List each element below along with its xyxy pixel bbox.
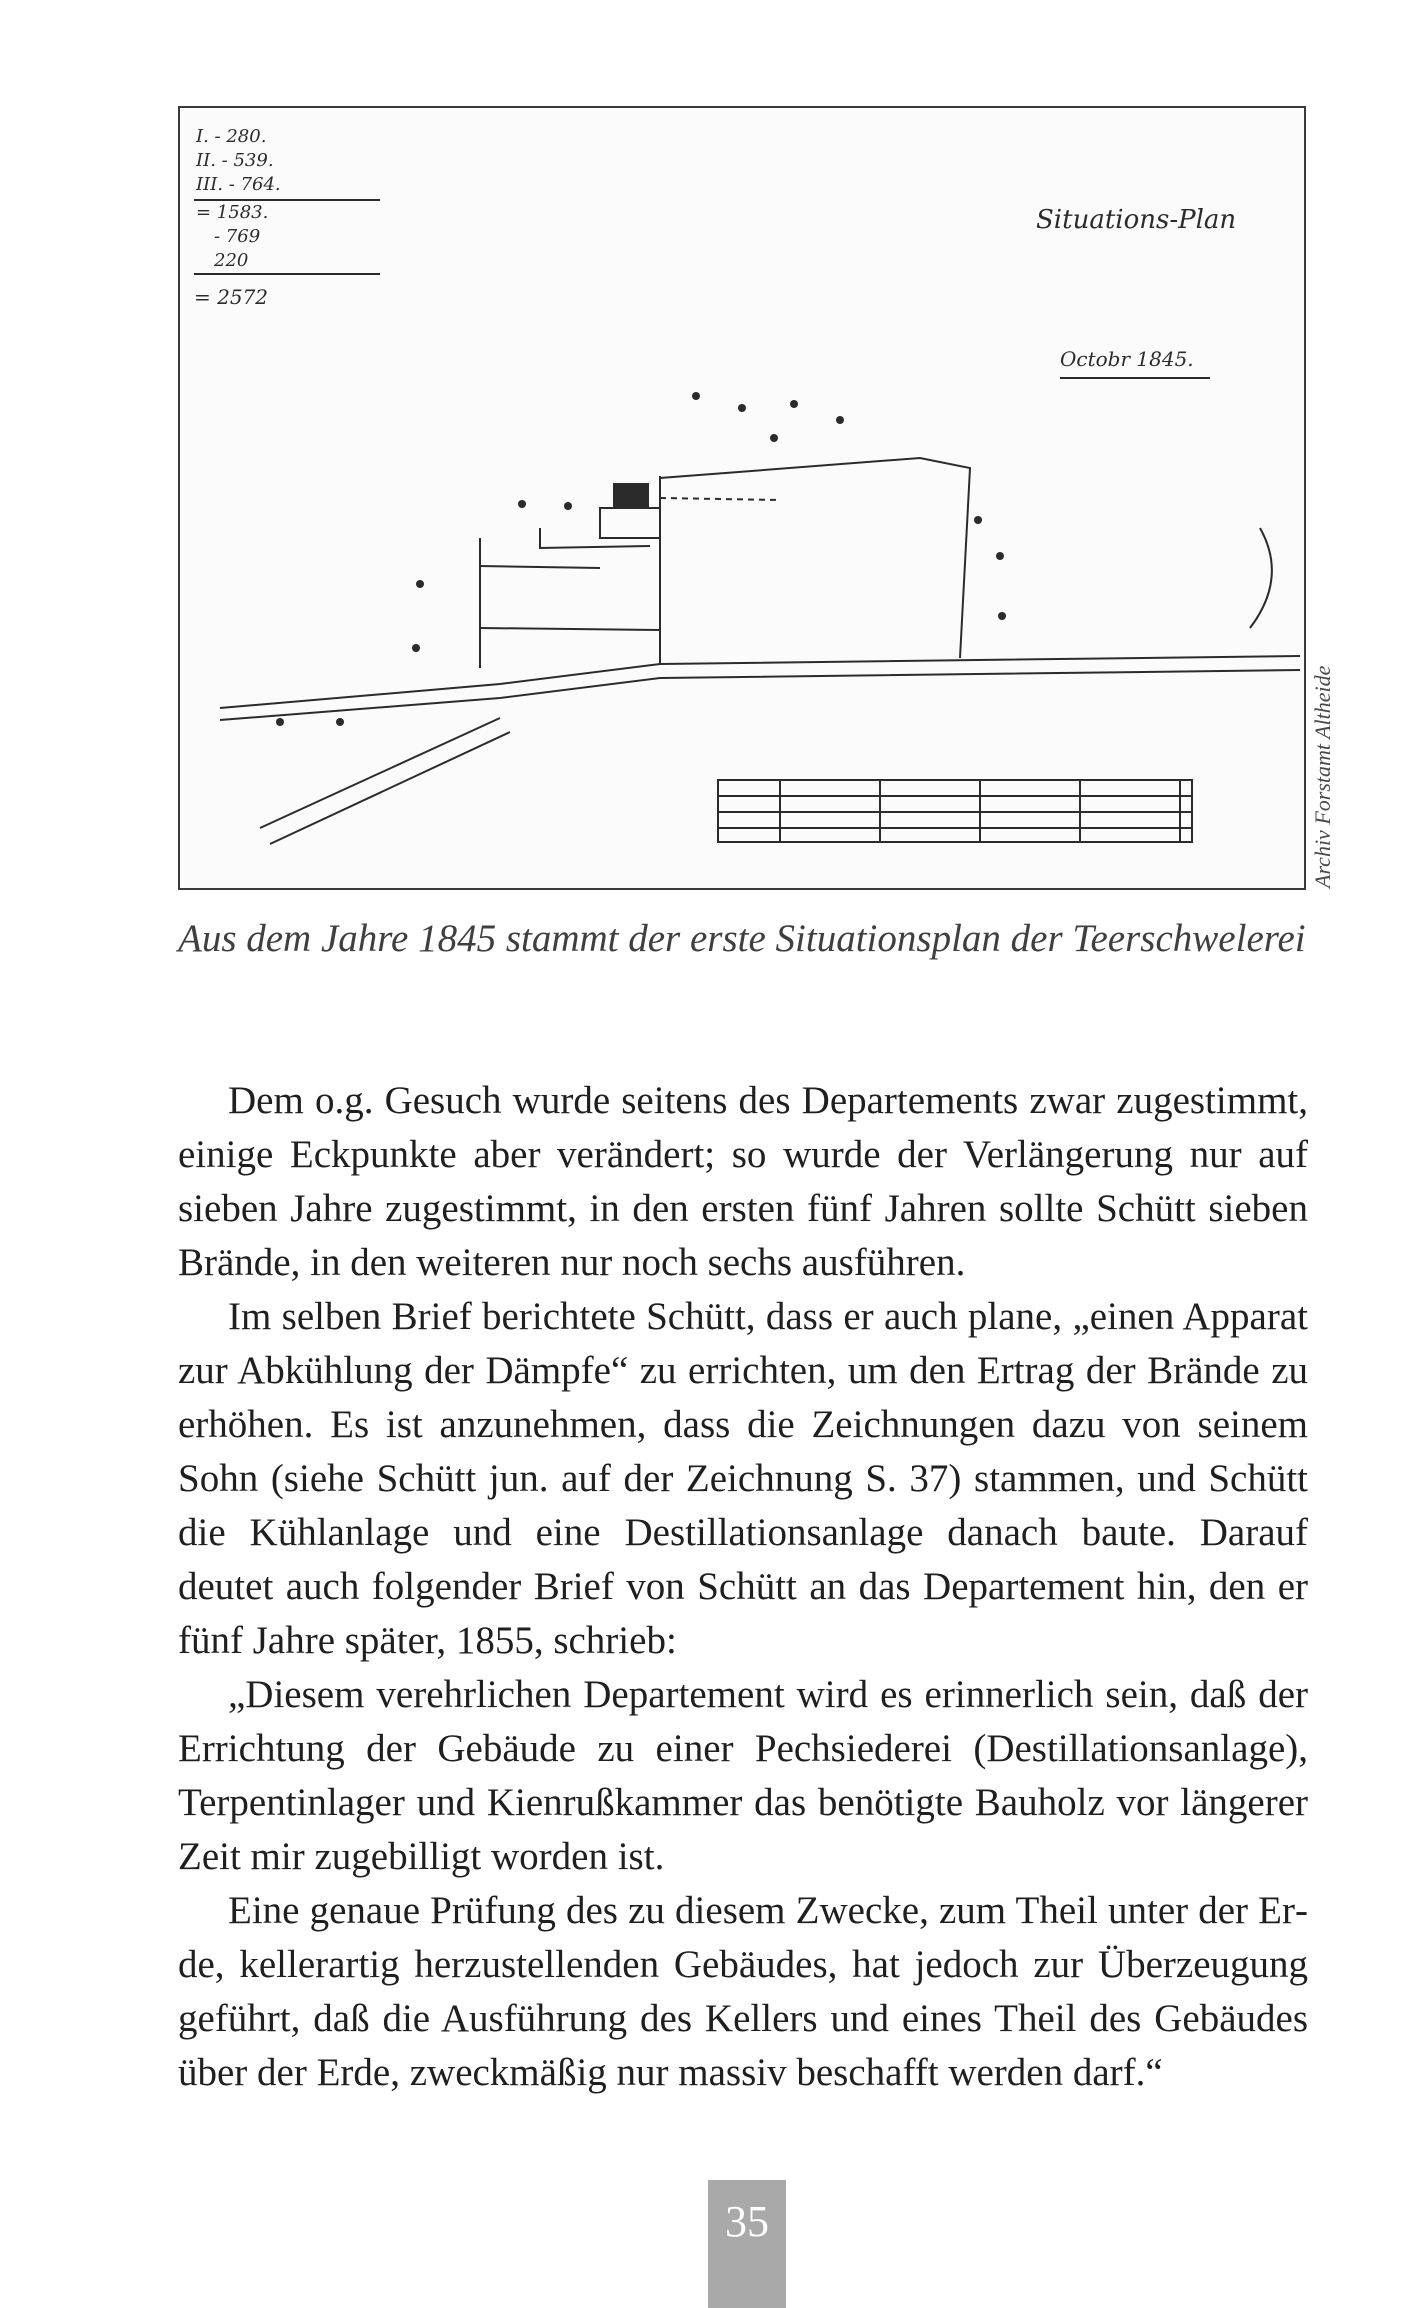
image-credit-text: Archiv Forstamt Altheide (1310, 665, 1335, 888)
figure-caption: Aus dem Jahre 1845 stammt der erste Situationsplan der Teerschwelerei (178, 917, 1306, 960)
plot-boundary (480, 628, 660, 630)
paragraph: Dem o.g. Gesuch wurde seitens des Departements zwar zugestimmt, einige Eckpunkte aber verändert; so wurde der Verlängerung nur auf sieben Jahre zugestimmt, in den ersten fünf Jahren sollte Schütt sieben Brände, in den weiteren nur noch sechs ausführen. (178, 1079, 1308, 1284)
legend-total: = 2572 (194, 285, 269, 309)
side-road (270, 732, 510, 844)
road-line (220, 656, 1300, 708)
legend-line: I. - 280. (196, 126, 267, 147)
legend-line: - 769 (214, 226, 261, 247)
paragraph: Eine genaue Prüfung des zu diesem Zwecke, zum Theil unter der Erde, kellerartig herzustellenden Gebäudes, hat jedoch zur Überzeugung geführt, daß die Ausführung des Kellers und eines Theil des Gebäudes über der Erde, zweckmäßig nur massiv beschafft werden darf.“ (178, 1889, 1308, 2094)
legend-line: II. - 539. (196, 150, 274, 171)
plan-title: Situations-Plan (1036, 205, 1237, 235)
paragraph: Im selben Brief berichtete Schütt, dass er auch plane, „einen Apparat zur Abkühlung der Dämpfe“ zu errichten, um den Ertrag der Brände zu erhöhen. Es ist anzunehmen, dass die Zeichnungen dazu von seinem Sohn (siehe Schütt jun. auf der Zeichnung S. 37) stammen, und Schütt die Kühlanlage und eine Destillationsanlage danach baute. Darauf deutet auch folgender Brief von Schütt an das Departement hin, den er fünf Jahre später, 1855, schrieb: (178, 1295, 1308, 1662)
paragraph: „Diesem verehrlichen Departement wird es erinnerlich sein, daß der Errichtung der Gebäude zu einer Pechsiederei (Destillationsanlage), Terpentinlager und Kienrußkammer das benötigte Bauholz vor längerer Zeit mir zugebilligt worden ist. (178, 1673, 1308, 1878)
site-plan-drawing (180, 108, 1304, 888)
plot-boundary (480, 566, 600, 568)
hut-building (614, 484, 648, 506)
boundary-curve (1250, 528, 1272, 628)
legend-line: = 1583. (196, 202, 269, 223)
body-text (178, 1074, 1308, 2100)
plot-boundary (660, 498, 780, 500)
legend-line: 220 (214, 250, 249, 271)
site-plan-figure (178, 106, 1306, 890)
plan-date: Octobr 1845. (1060, 347, 1194, 371)
hut-building (600, 508, 660, 538)
plot-boundary (660, 458, 970, 658)
page-number: 35 (708, 2180, 786, 2308)
side-road (260, 718, 500, 828)
legend-line: III. - 764. (196, 174, 281, 195)
